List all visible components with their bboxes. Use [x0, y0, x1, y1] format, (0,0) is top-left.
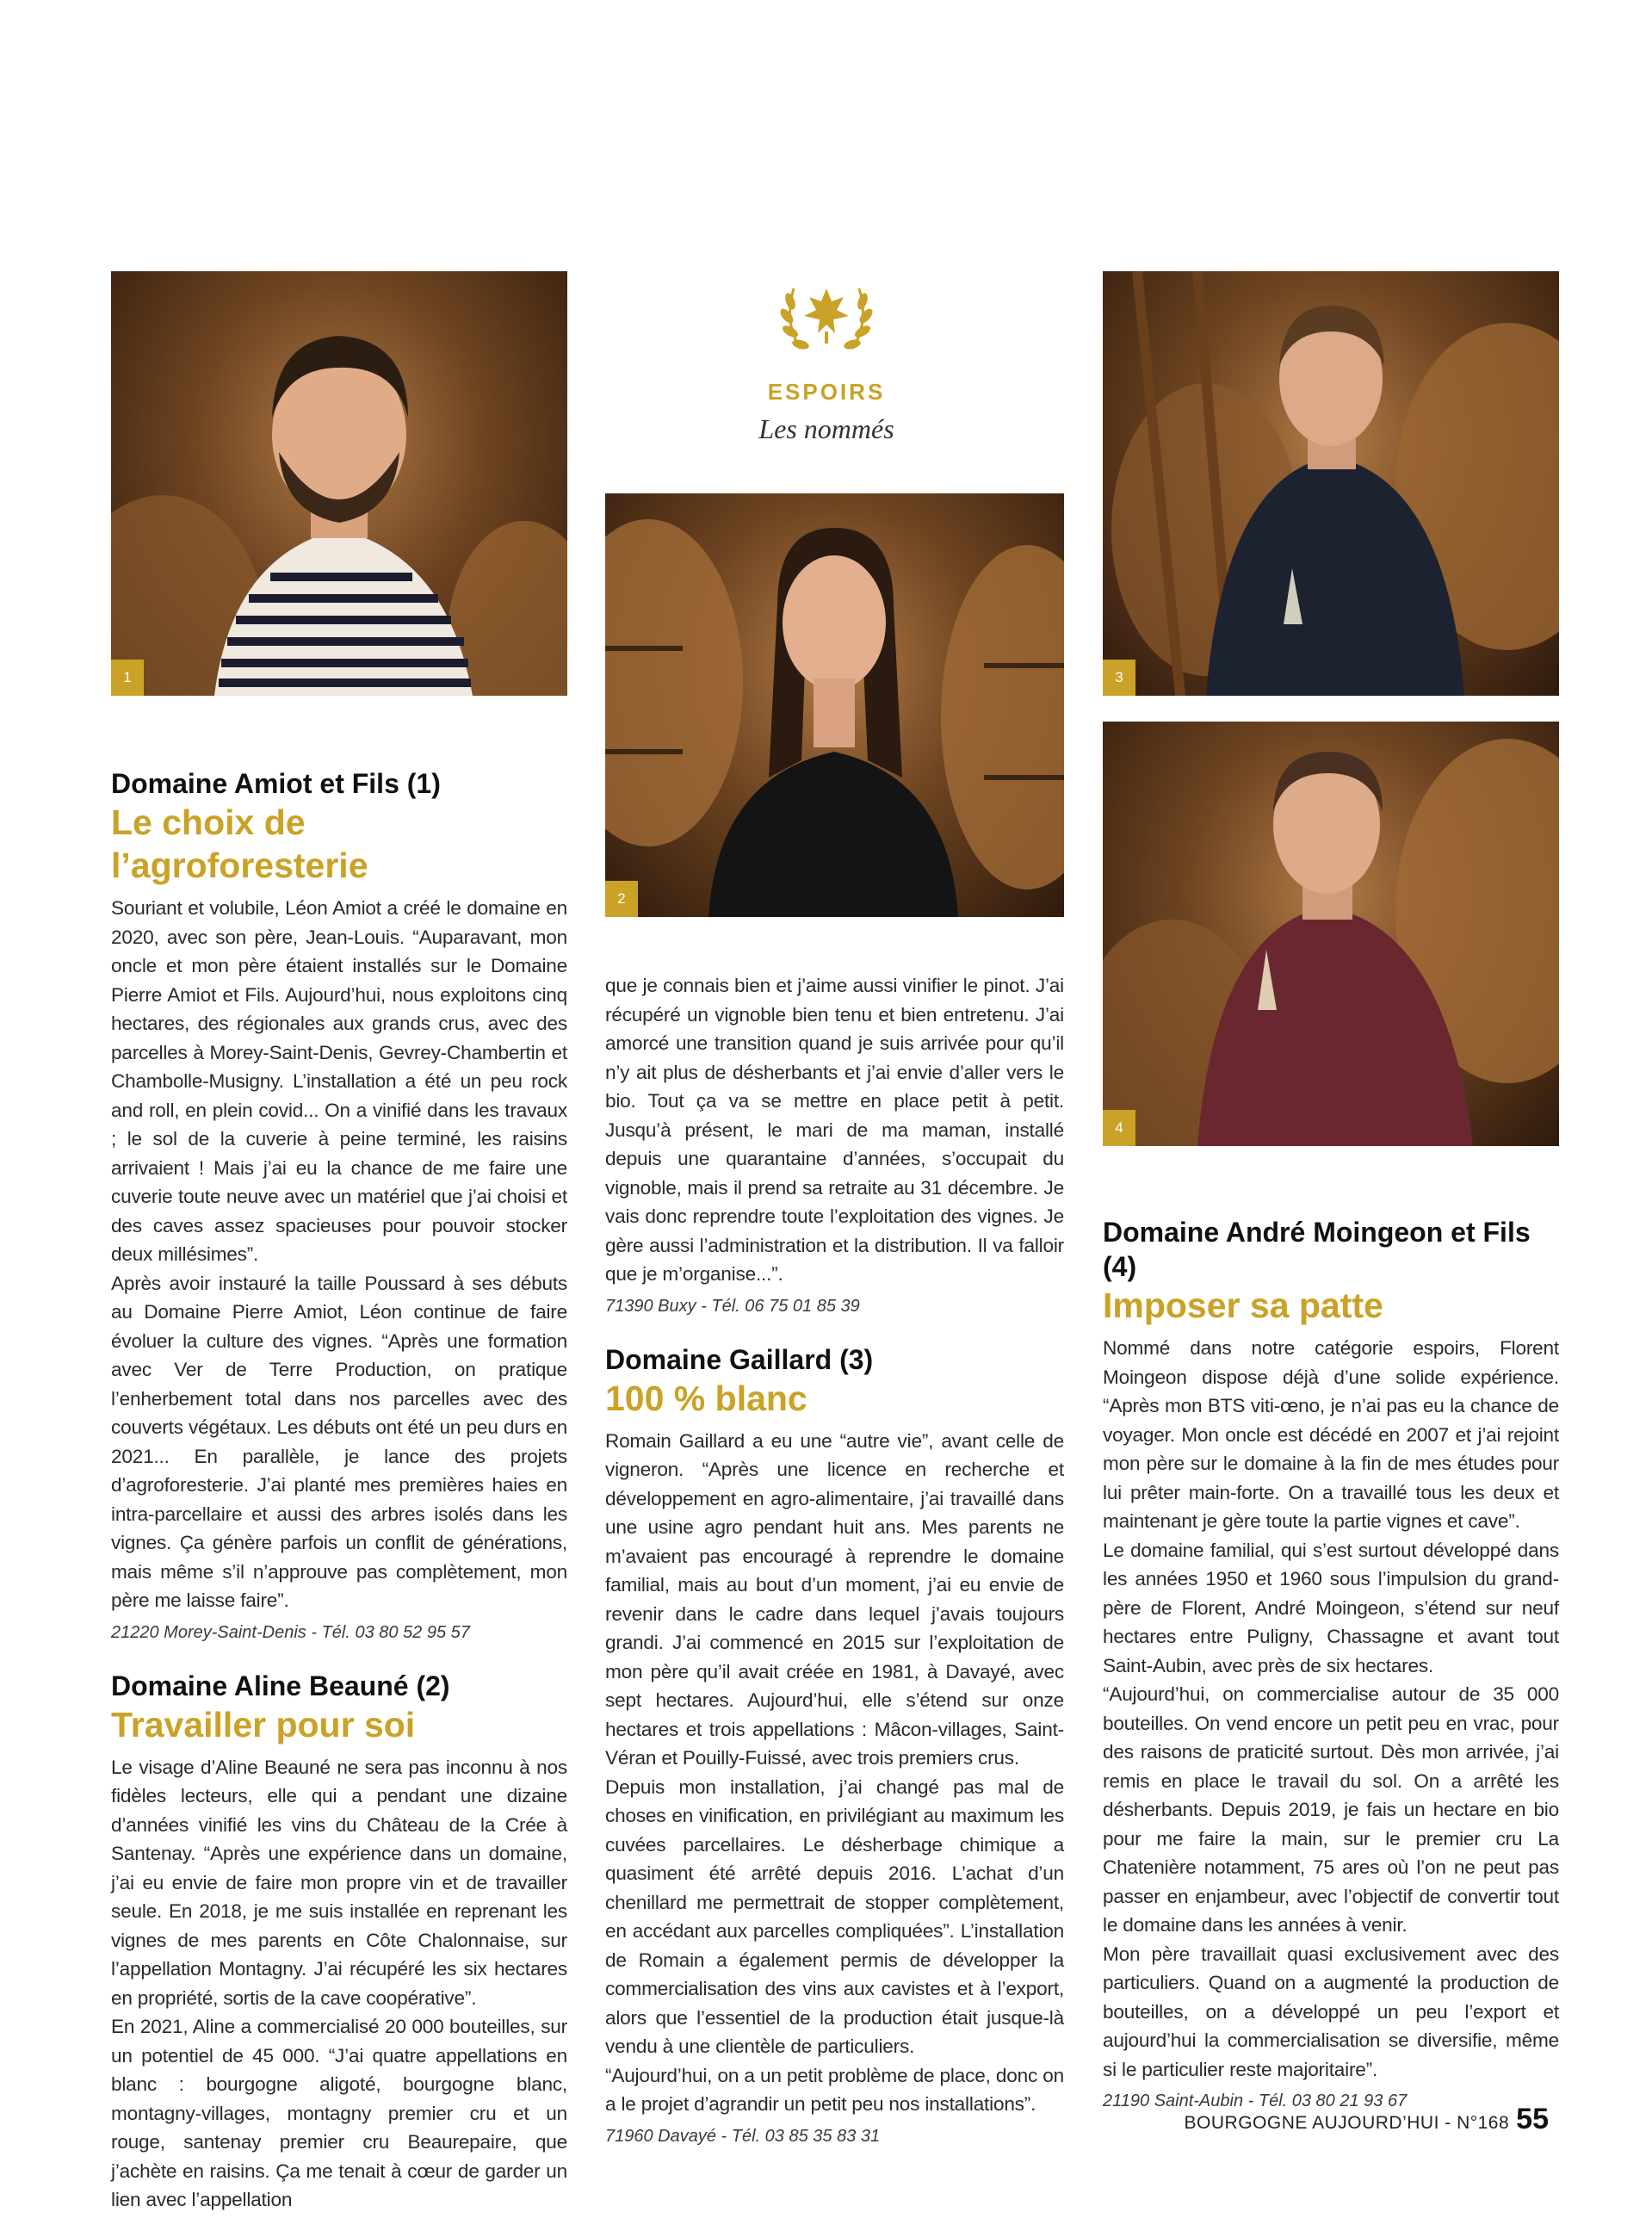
column-right [1103, 1215, 1559, 2137]
article-paragraph: “Aujourd’hui, on a un petit problème de place, donc on a le projet d’agrandir un petit peu nos installations”. [605, 2064, 1064, 2115]
article-paragraph: Romain Gaillard a eu une “autre vie”, avant celle de vigneron. “Après une licence en recherche et développement en agro-alimentaire, j’ai travaillé dans une usine agro pendant huit ans. Mes parents ne m’avaient pas encouragé à reprendre le domaine familial, mais au bout d’un moment, j’ai eu envie de revenir dans le cadre dans lequel j’avais toujours grandi. J’ai commencé en 2015 sur l’exploitation de mon père qu’il avait créée en 1981, à Davayé, avec sept hectares. Aujourd’hui, elle s’étend sur onze hectares et trois appellations : Mâcon-villages, Saint-Véran et Pouilly-Fuissé, avec trois premiers crus. [605, 1429, 1064, 1769]
laurel-leaf-icon [775, 263, 878, 366]
article-title: 100 % blanc [605, 1378, 807, 1418]
article-paragraph: Souriant et volubile, Léon Amiot a créé le domaine en 2020, avec son père, Jean-Louis. “Auparavant, mon oncle et mon père étaient installés sur le Domaine Pierre Amiot et Fils. Aujourd’hui, nous exploitons cinq hectares, des régionales aux grands crus, avec des parcelles à Morey-Saint-Denis, Gevrey-Chambertin et Chambolle-Musigny. L’installation a été un peu rock and roll, en plein covid... On a vinifié dans les travaux ; le sol de la cuverie à peine terminé, les raisins arrivaient ! Mais j’ai eu la chance de me faire une cuverie toute neuve avec un matériel que j’ai choisi et des caves assez spacieuses pour pouvoir stocker deux millésimes”. [111, 897, 567, 1265]
magazine-name: BOURGOGNE AUJOURD’HUI - N°168 [1184, 2113, 1510, 2133]
article-title: Le choix de l’agroforesterie [111, 802, 368, 885]
photo-number-badge: 4 [1103, 1110, 1135, 1146]
category-label: ESPOIRS [767, 379, 886, 405]
article-amiot [111, 766, 567, 1646]
page-footer [1185, 2103, 1549, 2136]
photo-florent-moingeon [1103, 722, 1559, 1146]
article-moingeon [1103, 1215, 1559, 2115]
article-paragraph: Depuis mon installation, j’ai changé pas mal de choses en vinification, en privilégiant au maximum les cuvées parcellaires. Le désherbage chimique a quasiment été arrêté depuis 2016. L’achat d’un chenillard me permettrait de stopper complètement, en accédant aux parcelles compliquées”. L’installation de Romain a également permis de développer la commercialisation des vins aux cavistes et à l’export, alors que l’essentiel de la production était jusque-là vendu à une clientèle de particuliers. [605, 1775, 1064, 2057]
article-paragraph: Nommé dans notre catégorie espoirs, Florent Moingeon dispose déjà d’une solide expérience. “Après mon BTS viti-œno, je n’ai pas eu la chance de voyager. Mon oncle est décédé en 2007 et j’ai rejoint mon père sur le domaine à la fin de mes études pour lui prêter main-forte. On a travaillé tous les deux et maintenant je gère toute la partie vignes et cave”. [1103, 1337, 1559, 1532]
portrait-illustration [605, 493, 1064, 917]
domain-name: Domaine Aline Beauné (2) [111, 1670, 450, 1701]
article-paragraph: Le visage d’Aline Beauné ne sera pas inconnu à nos fidèles lecteurs, elle qui a pendant une dizaine d’années vinifié les vins du Château de la Crée à Santenay. “Après une expérience dans un domaine, j’ai eu envie de faire mon propre vin et de travailler seule. En 2018, je me suis installée en reprenant les vignes de mes parents en Côte Chalonnaise, sur l’appellation Montagny. J’ai récupéré les six hectares en propriété, sortis de la cave coopérative”. [111, 1756, 567, 2009]
photo-leon-amiot [111, 271, 567, 696]
category-subtitle: Les nommés [758, 413, 894, 444]
contact-info: 21190 Saint-Aubin - Tél. 03 80 21 93 67 [1103, 2091, 1408, 2110]
domain-name: Domaine Amiot et Fils (1) [111, 768, 441, 799]
photo-number-badge: 1 [111, 660, 144, 696]
domain-name: Domaine Gaillard (3) [605, 1343, 874, 1375]
portrait-illustration [1103, 271, 1559, 696]
column-left [111, 766, 567, 2237]
article-paragraph: Mon père travaillait quasi exclusivement avec des particuliers. Quand on a augmenté la production de bouteilles, on a développé un peu l’export et aujourd’hui la commercialisation se diversifie, même si le particulier reste majoritaire”. [1103, 1943, 1559, 2080]
article-beaune-continued [605, 971, 1064, 1320]
photo-romain-gaillard [1103, 271, 1559, 696]
contact-info: 21220 Morey-Saint-Denis - Tél. 03 80 52 95 57 [111, 1622, 470, 1642]
article-paragraph: Le domaine familial, qui s’est surtout développé dans les années 1950 et 1960 sous l’impulsion du grand-père de Florent, André Moingeon, s’étend sur neuf hectares entre Puligny, Chassagne et avant tout Saint-Aubin, avec près de six hectares. [1103, 1539, 1559, 1676]
portrait-illustration [1103, 722, 1559, 1146]
photo-aline-beaune [605, 493, 1064, 917]
article-paragraph: que je connais bien et j’aime aussi vinifier le pinot. J’ai récupéré un vignoble bien tenu et bien entretenu. J’ai amorcé une transition quand je suis arrivée pour qu’il n’y ait plus de désherbants et j’ai envie d’aller vers le bio. Tout ça va se mettre en place petit à petit. Jusqu’à présent, le mari de ma maman, installé depuis une quarantaine d’années, s’occupait du vignoble, mais il prend sa retraite au 31 décembre. Je vais donc reprendre toute l’exploitation des vignes. Je gère aussi l’administration et la distribution. Il va falloir que je m’organise...”. [605, 975, 1064, 1285]
contact-info: 71960 Davayé - Tél. 03 85 35 83 31 [605, 2126, 881, 2146]
article-gaillard [605, 1342, 1064, 2150]
photo-number-badge: 2 [605, 881, 638, 917]
portrait-illustration [111, 271, 567, 696]
article-paragraph: “Aujourd’hui, on commercialise autour de 35 000 bouteilles. On vend encore un petit peu en vrac, pour des raisons de praticité surtout. Dès mon arrivée, j’ai remis en place le travail du sol. On a arrêté les désherbants. Depuis 2019, je fais un hectare en bio pour me faire la main, sur le premier cru La Chatenière notamment, 75 ares où l’on ne peut pas passer en enjambeur, avec l’objectif de convertir tout le domaine dans les années à venir. [1103, 1683, 1559, 1936]
article-paragraph: Après avoir instauré la taille Poussard à ses débuts au Domaine Pierre Amiot, Léon continue de faire évoluer la culture des vignes. “Après une formation avec Ver de Terre Production, on pratique l’enherbement total dans nos parcelles avec des couverts végétaux. Les débuts ont été un peu durs en 2021... En parallèle, je lance des projets d’agroforesterie. J’ai planté mes premières haies en intra-parcellaire et aussi des arbres isolés dans les vignes. Ça génère parfois un conflit de générations, mais même s’il n’approuve pas complètement, mon père me laisse faire”. [111, 1272, 567, 1611]
page-number: 55 [1516, 2103, 1549, 2135]
column-middle [605, 971, 1064, 2172]
article-beaune [111, 1669, 567, 2215]
contact-info: 71390 Buxy - Tél. 06 75 01 85 39 [605, 1296, 860, 1316]
photo-number-badge: 3 [1103, 660, 1135, 696]
article-title: Imposer sa patte [1103, 1286, 1383, 1325]
domain-name: Domaine André Moingeon et Fils (4) [1103, 1217, 1531, 1282]
article-title: Travailler pour soi [111, 1704, 416, 1744]
article-paragraph: En 2021, Aline a commercialisé 20 000 bouteilles, sur un potentiel de 45 000. “J’ai quatre appellations en blanc : bourgogne aligoté, bourgogne blanc, montagny-villages, montagny premier cru et un rouge, santenay premier cru Beaurepaire, que j’achète en raisins. Ça me tenait à cœur de garder un lien avec l’appellation [111, 2016, 567, 2210]
